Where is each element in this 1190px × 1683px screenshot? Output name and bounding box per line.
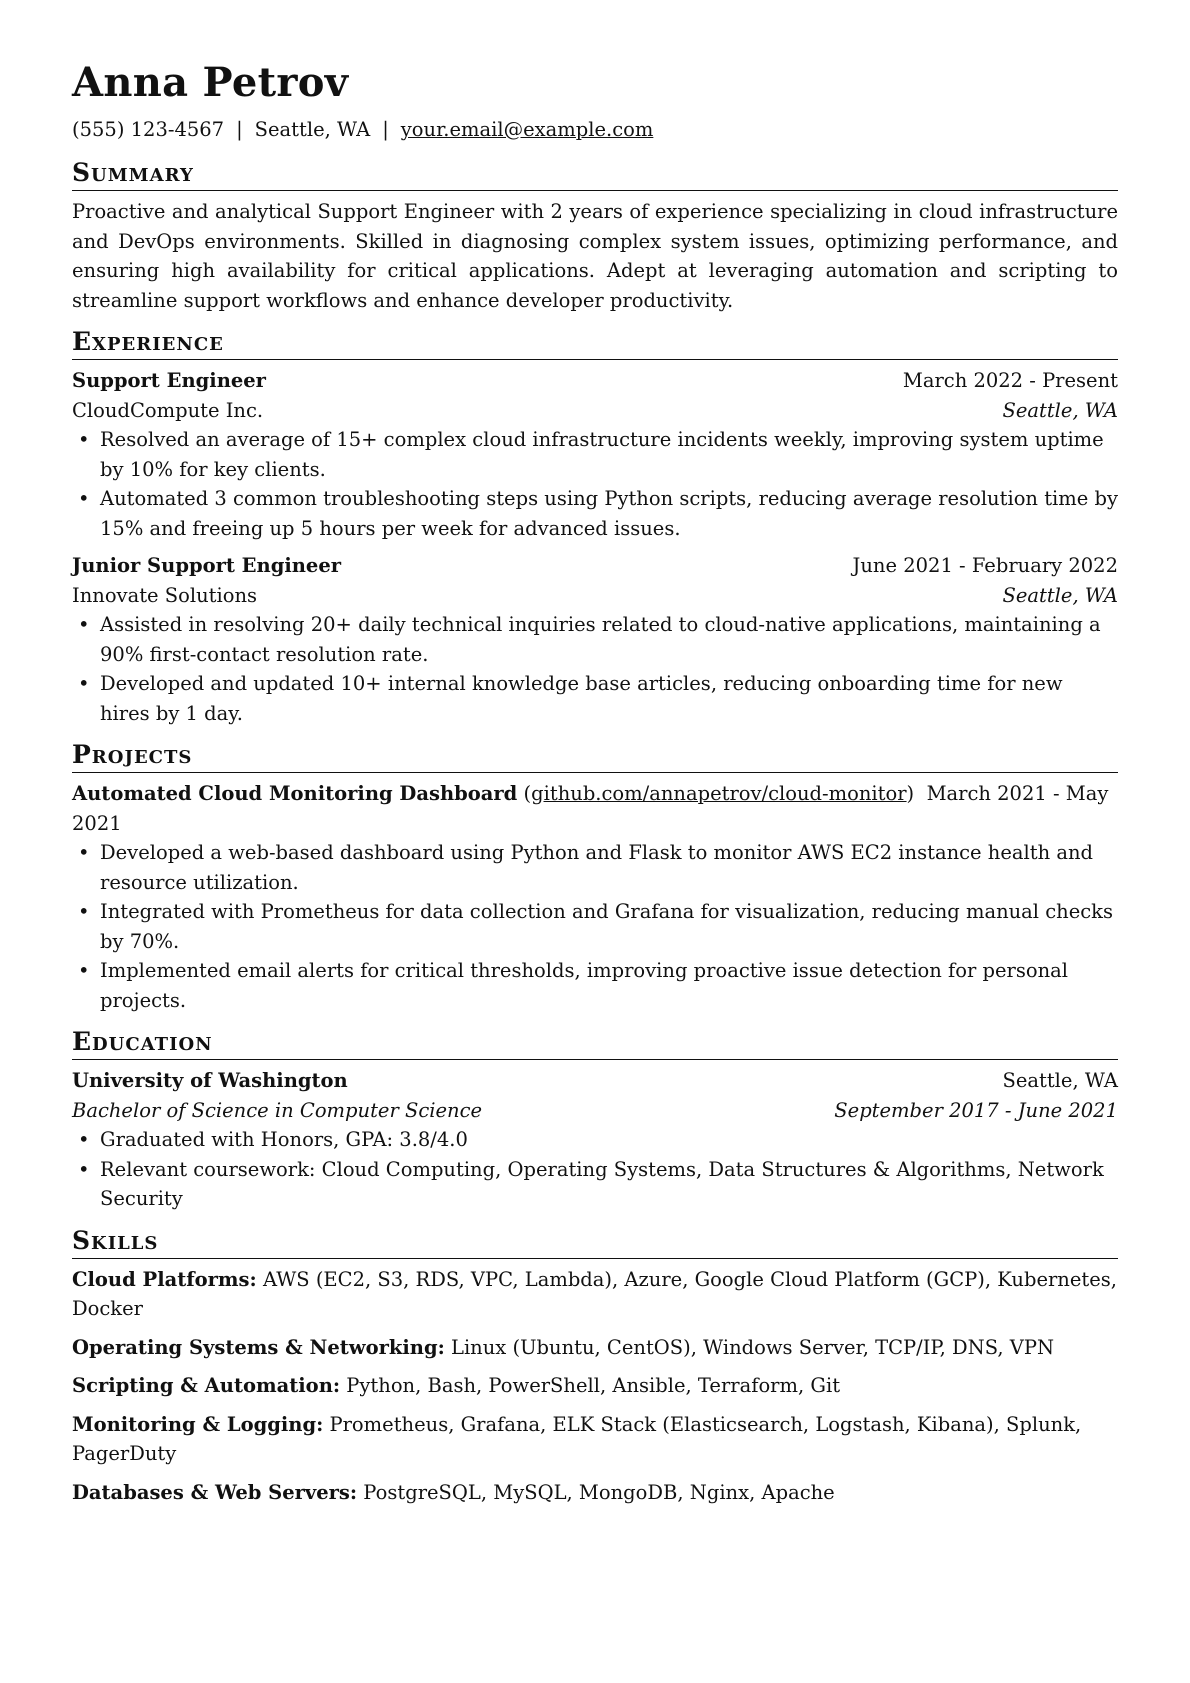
project-header: Automated Cloud Monitoring Dashboard (github.com/annapetrov/cloud-monitor) March 2021 - May 2021 [72, 782, 1109, 835]
job-role: Support Engineer [72, 369, 266, 392]
experience-entry [72, 366, 1118, 543]
contact-separator: | [236, 118, 243, 141]
job-company: CloudCompute Inc. [72, 398, 264, 422]
section-title-experience: Experience [72, 327, 1118, 360]
job-bullets [72, 425, 1118, 543]
skill-group [72, 1265, 1118, 1324]
skill-items: Python, Bash, PowerShell, Ansible, Terraform, Git [346, 1374, 841, 1397]
bullet-item: • Integrated with Prometheus for data collection and Grafana for visualization, reducing manual checks by 70%. [72, 897, 1118, 956]
education-dates: September 2017 - June 2021 [834, 1098, 1118, 1122]
project-name: Automated Cloud Monitoring Dashboard [72, 782, 518, 805]
section-title-skills: Skills [72, 1226, 1118, 1259]
skill-group [72, 1478, 1118, 1508]
school-name: University of Washington [72, 1069, 348, 1092]
skill-group [72, 1333, 1118, 1363]
project-entry [72, 779, 1118, 1015]
bullet-item: • Developed a web-based dashboard using Python and Flask to monitor AWS EC2 instance health and resource utilization. [72, 838, 1118, 897]
job-bullets [72, 610, 1118, 728]
skill-label: Databases & Web Servers: [72, 1480, 358, 1504]
section-title-education: Education [72, 1027, 1118, 1060]
bullet-item: • Resolved an average of 15+ complex cloud infrastructure incidents weekly, improving system uptime by 10% for key clients. [72, 425, 1118, 484]
job-location: Seattle, WA [1002, 583, 1118, 607]
bullet-item: • Relevant coursework: Cloud Computing, Operating Systems, Data Structures & Algorithms, Network Security [72, 1155, 1118, 1214]
skill-group [72, 1410, 1118, 1469]
skill-items: Linux (Ubuntu, CentOS), Windows Server, TCP/IP, DNS, VPN [451, 1335, 1055, 1359]
skill-label: Operating Systems & Networking: [72, 1335, 445, 1359]
job-dates: June 2021 - February 2022 [852, 554, 1118, 577]
project-link[interactable]: github.com/annapetrov/cloud-monitor [531, 782, 907, 805]
skill-label: Monitoring & Logging: [72, 1412, 324, 1436]
skill-label: Scripting & Automation: [72, 1374, 341, 1397]
skill-group [72, 1371, 1118, 1401]
section-title-summary: Summary [72, 158, 1118, 191]
education-bullets [72, 1125, 1118, 1214]
summary-text: Proactive and analytical Support Engineer with 2 years of experience specializing in cloud infrastructure and DevOps environments. Skilled in diagnosing complex system issues, optimizing performance, and ensuring high availability for critical applications. Adept at leveraging automation and scripting to streamline support workflows and enhance developer productivity. [72, 200, 1118, 312]
phone-number: (555) 123-4567 [72, 118, 225, 141]
contact-separator: | [382, 118, 389, 141]
bullet-item: • Graduated with Honors, GPA: 3.8/4.0 [72, 1125, 1118, 1155]
school-location: Seattle, WA [1002, 1069, 1118, 1092]
skill-items: PostgreSQL, MySQL, MongoDB, Nginx, Apache [363, 1480, 835, 1504]
contact-line [72, 116, 1118, 144]
job-company: Innovate Solutions [72, 583, 258, 607]
job-role: Junior Support Engineer [72, 554, 342, 577]
experience-entry [72, 551, 1118, 728]
candidate-name: Anna Petrov [72, 59, 349, 106]
skill-items: Prometheus, Grafana, ELK Stack (Elasticsearch, Logstash, Kibana), Splunk, PagerDuty [72, 1412, 1082, 1465]
section-title-projects: Projects [72, 740, 1118, 773]
degree: Bachelor of Science in Computer Science [72, 1098, 483, 1122]
education-entry [72, 1066, 1118, 1214]
job-location: Seattle, WA [1002, 398, 1118, 422]
location: Seattle, WA [254, 118, 371, 141]
project-dates: March 2021 - May 2021 [72, 782, 1109, 835]
bullet-item: • Assisted in resolving 20+ daily technical inquiries related to cloud-native applications, maintaining a 90% first-contact resolution rate. [72, 610, 1118, 669]
job-dates: March 2022 - Present [902, 369, 1118, 392]
bullet-item: • Implemented email alerts for critical thresholds, improving proactive issue detection for personal projects. [72, 956, 1118, 1015]
bullet-item: • Developed and updated 10+ internal knowledge base articles, reducing onboarding time for new hires by 1 day. [72, 669, 1118, 728]
project-bullets [72, 838, 1118, 1015]
skill-label: Cloud Platforms: [72, 1267, 257, 1291]
bullet-item: • Automated 3 common troubleshooting steps using Python scripts, reducing average resolution time by 15% and freeing up 5 hours per week for advanced issues. [72, 484, 1118, 543]
skill-items: AWS (EC2, S3, RDS, VPC, Lambda), Azure, Google Cloud Platform (GCP), Kubernetes, Docker [72, 1267, 1117, 1320]
email-link[interactable]: your.email@example.com [400, 118, 654, 141]
